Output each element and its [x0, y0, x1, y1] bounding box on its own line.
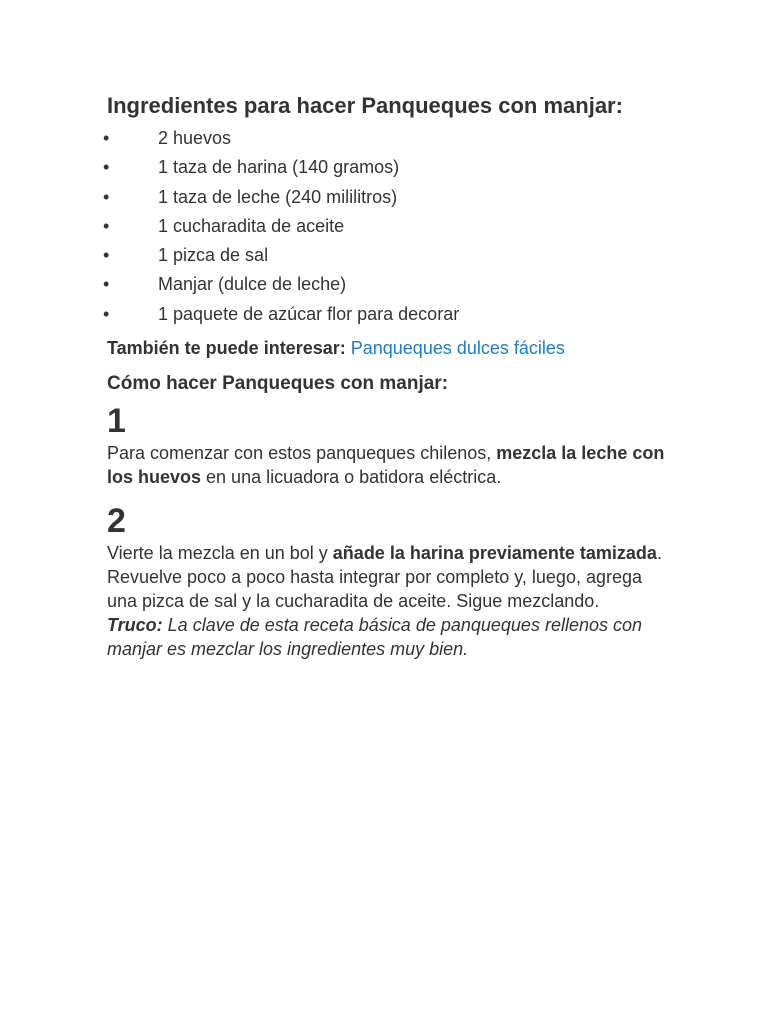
step-text — [107, 441, 667, 489]
ingredient-text: 1 taza de leche (240 mililitros) — [158, 186, 398, 207]
tip-label: Truco: — [107, 615, 163, 636]
ingredient-text: 2 huevos — [158, 128, 232, 148]
ingredient-text: 1 paquete de azúcar flor para decorar — [158, 303, 460, 324]
step-text — [107, 541, 667, 613]
list-item — [103, 270, 667, 299]
ingredients-title: Ingredientes para hacer Panqueques con manjar: — [107, 93, 623, 118]
list-item — [103, 241, 667, 270]
ingredient-text: Manjar (dulce de leche) — [158, 274, 347, 295]
step-number: 2 — [107, 502, 126, 541]
step-number: 1 — [107, 402, 126, 441]
related-recipe — [107, 335, 667, 361]
how-to-title: Cómo hacer Panqueques con manjar: — [107, 373, 449, 395]
tip-text: La clave de esta receta básica de panqueques rellenos con manjar es mezclar los ingredientes muy bien. — [107, 615, 643, 660]
ingredient-text: 1 pizca de sal — [158, 245, 269, 266]
step-text-plain: en una licuadora o batidora eléctrica. — [201, 467, 502, 488]
related-label: También te puede interesar: — [107, 338, 346, 359]
ingredient-text: 1 taza de harina (140 gramos) — [158, 157, 400, 178]
list-item — [103, 183, 667, 212]
list-item — [103, 153, 667, 182]
recipe-document — [103, 92, 667, 661]
step-text-bold: mezcla la leche con los huevos — [107, 443, 665, 488]
ingredients-list — [103, 124, 667, 329]
step-text-plain: . Revuelve poco a poco hasta integrar por completo y, luego, agrega una pizca de sal y la cucharadita de aceite. Sigue mezclando. — [107, 543, 662, 612]
step-text-plain: Vierte la mezcla en un bol y — [107, 543, 333, 564]
bullet-icon: • — [103, 274, 110, 295]
related-recipe-link[interactable]: Panqueques dulces fáciles — [350, 338, 565, 359]
bullet-icon: • — [103, 245, 110, 266]
bullet-icon: • — [103, 303, 110, 324]
bullet-icon: • — [103, 186, 110, 207]
ingredient-text: 1 cucharadita de aceite — [158, 215, 345, 236]
list-item — [103, 212, 667, 241]
step-text-plain: Para comenzar con estos panqueques chilenos, — [107, 443, 497, 464]
list-item — [103, 124, 667, 153]
tip — [107, 613, 667, 661]
bullet-icon: • — [103, 215, 110, 236]
bullet-icon: • — [103, 157, 110, 178]
list-item — [103, 300, 667, 329]
bullet-icon: • — [103, 128, 110, 148]
step-text-bold: añade la harina previamente tamizada — [332, 543, 657, 564]
